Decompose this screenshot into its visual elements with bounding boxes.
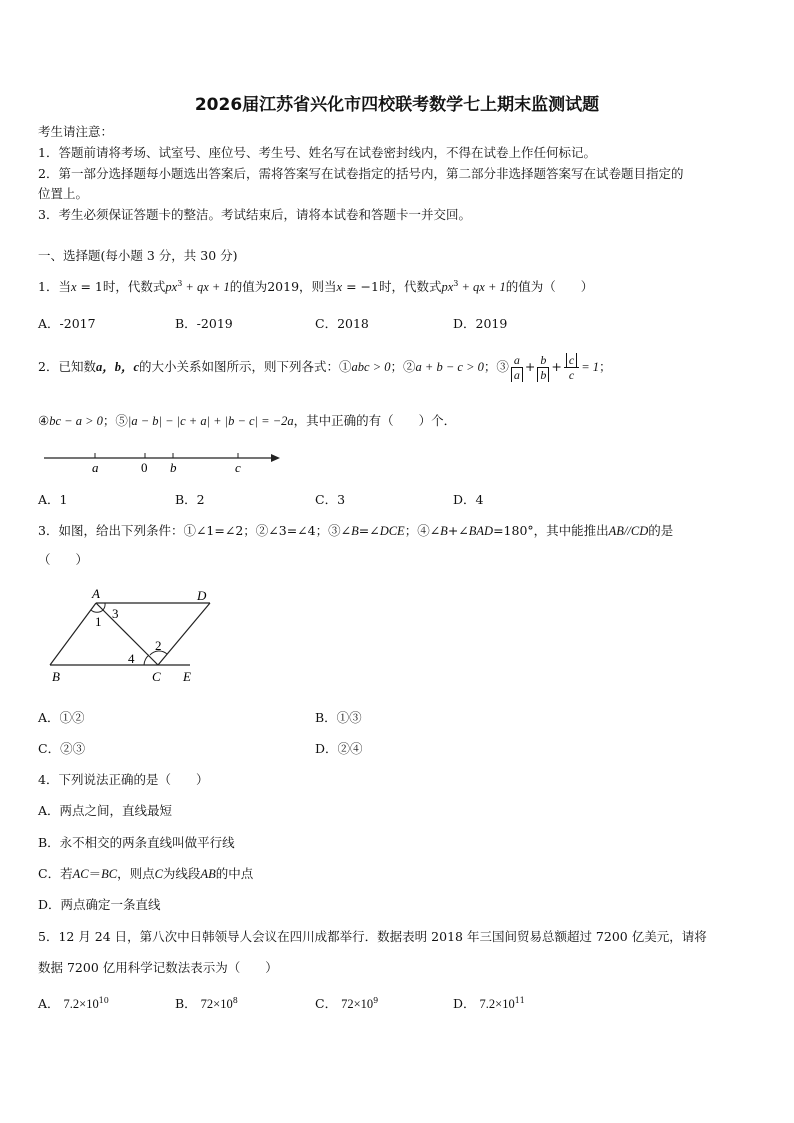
q4-option-c: C．若AC＝BC，则点C为线段AB的中点 (38, 866, 254, 881)
angle-4-arc (144, 655, 149, 665)
q4-option-a: A．两点之间，直线最短 (38, 803, 173, 818)
q3-option-b: B．①③ (315, 710, 362, 725)
label-a: a (92, 460, 99, 475)
q2-stem-line1: 2．已知数a，b，c的大小关系如图所示，则下列各式：①abc > 0；②a + b − c > 0；③ $\frac{a}{a}$ + $\frac{b}{b}$ + $\frac{c}{c}$ = 1； (38, 352, 612, 382)
q4-option-d: D．两点确定一条直线 (38, 897, 161, 912)
point-c: C (152, 669, 161, 684)
point-a: A (92, 586, 100, 601)
q4-stem: 4．下列说法正确的是（ ） (38, 772, 209, 787)
q5-option-b: B． $72\times 10^8$ (175, 995, 238, 1011)
point-b: B (52, 669, 60, 684)
q3-stem-line2: （ ） (38, 552, 89, 567)
number-line-figure (40, 448, 285, 476)
fraction-c: $\frac{c}{c}$ (564, 354, 579, 382)
q1-option-c: C．2018 (315, 316, 369, 331)
q1-option-d: D．2019 (453, 316, 508, 331)
segment-cd (158, 603, 210, 665)
angle-3-arc (103, 603, 105, 610)
notice-item-1: 1．答题前请将考场、试室号、座位号、考生号、姓名写在试卷密封线内，不得在试卷上作任何标记。 (38, 145, 596, 160)
page-title: 2026届江苏省兴化市四校联考数学七上期末监测试题 (194, 95, 600, 115)
q2-option-b: B．2 (175, 492, 205, 507)
angle-3-label: 3 (112, 606, 119, 621)
notice-heading: 考生请注意： (38, 124, 114, 139)
q2-option-c: C．3 (315, 492, 346, 507)
q5-option-c: C． $72\times 10^9$ (315, 995, 379, 1011)
angle-4-label: 4 (128, 651, 135, 666)
q1-option-b: B．-2019 (175, 316, 233, 331)
q2-option-d: D．4 (453, 492, 484, 507)
section-heading: 一、选择题(每小题 3 分，共 30 分) (38, 248, 238, 263)
q5-stem-line1: 5．12 月 24 日，第八次中日韩领导人会议在四川成都举行．数据表明 2018 年三国间贸易总额超过 7200 亿美元，请将 (38, 929, 707, 944)
q1-stem: 1．当x = 1时，代数式$px^3$ + qx + 1的值为2019，则当x = −1时，代数式$px^3$ + qx + 1的值为（ ） (38, 278, 594, 294)
q5-stem-line2: 数据 7200 亿用科学记数法表示为（ ） (38, 960, 278, 975)
q1-option-a: A．-2017 (38, 316, 96, 331)
q5-option-d: D． $7.2\times 10^{11}$ (453, 995, 525, 1011)
notice-item-2: 2．第一部分选择题每小题选出答案后，需将答案写在试卷指定的括号内，第二部分非选择题答案写在试卷题目指定的 (38, 166, 684, 181)
q3-stem-line1: 3．如图，给出下列条件：①∠1=∠2；②∠3=∠4；③∠B=∠DCE；④∠B+∠BAD=180°，其中能推出AB//CD的是 (38, 523, 674, 538)
angle-2-label: 2 (155, 638, 162, 653)
notice-item-2-cont: 位置上。 (38, 186, 89, 201)
fraction-a: $\frac{a}{a}$ (511, 354, 523, 382)
label-0: 0 (141, 460, 148, 475)
label-b: b (170, 460, 177, 475)
point-e: E (183, 669, 191, 684)
fraction-b: $\frac{b}{b}$ (537, 354, 549, 382)
q3-option-c: C．②③ (38, 741, 86, 756)
q2-option-a: A．1 (38, 492, 68, 507)
angle-1-arc (91, 610, 103, 612)
point-d: D (197, 588, 207, 603)
segment-ab (50, 603, 96, 665)
q4-option-b: B．永不相交的两条直线叫做平行线 (38, 835, 235, 850)
parallelogram-figure (40, 584, 220, 686)
number-line-arrow (271, 454, 280, 462)
angle-1-label: 1 (95, 614, 102, 629)
q3-option-d: D．②④ (315, 741, 363, 756)
q2-stem-line2: ④bc − a > 0；⑤|a − b| − |c + a| + |b − c| = −2a，其中正确的有（ ）个． (38, 413, 457, 428)
notice-item-3: 3．考生必须保证答题卡的整洁。考试结束后，请将本试卷和答题卡一并交回。 (38, 207, 471, 222)
q3-option-a: A．①② (38, 710, 85, 725)
label-c: c (235, 460, 241, 475)
q5-option-a: A． $7.2\times 10^{10}$ (38, 995, 109, 1011)
